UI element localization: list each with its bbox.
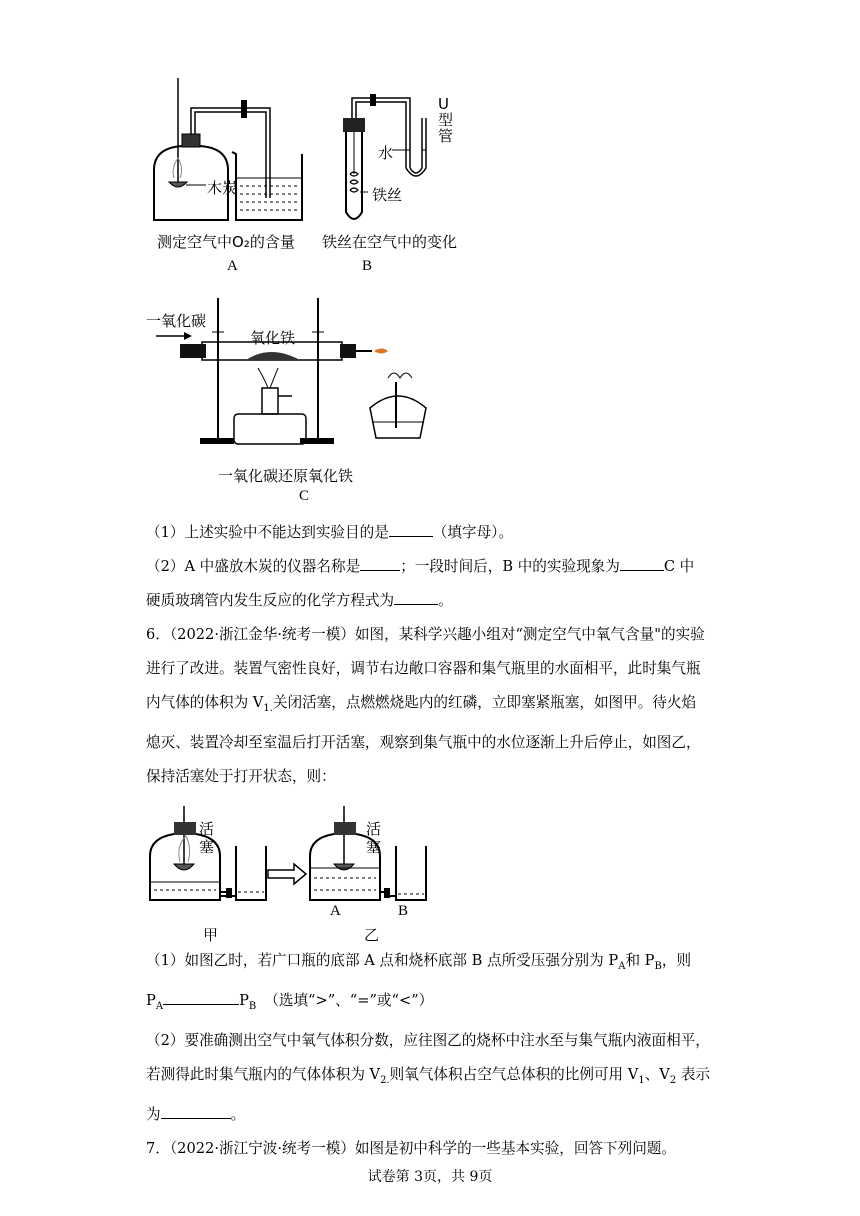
co-label: 一氧化碳 xyxy=(146,312,207,330)
point-b-label: B xyxy=(398,903,409,919)
figure-yi-label: 乙 xyxy=(364,926,380,944)
q6-line1: 6．（2022·浙江金华·统考一模）如图，某科学兴趣小组对“测定空气中氧气含量"的实验 xyxy=(146,626,705,643)
answer-blank[interactable] xyxy=(394,590,438,605)
q6-sub1-cont: $P_A$ $P_B$ （选填“>”、“=”或“<”） xyxy=(146,991,434,1012)
page-footer: 试卷第 3页，共 9页 xyxy=(367,1169,493,1185)
valve-label-yi: 活塞 xyxy=(366,820,382,856)
q5-part2: （2）A 中盛放木炭的仪器名称是 ；一段时间后，B 中的实验现象为 C 中 xyxy=(146,558,695,575)
q6-line3: 内气体的体积为 $V_{1.}$关闭活塞，点燃燃烧匙内的红磷，立即塞紧瓶塞，如图甲。待火焰 xyxy=(146,694,697,714)
answer-blank[interactable] xyxy=(161,1104,231,1119)
q6-line5: 保持活塞处于打开状态，则： xyxy=(146,767,336,785)
question-5-text xyxy=(146,516,714,618)
q6-sub2-cont: 若测得此时集气瓶内的气体体积为 $V_{2.}$则氧气体积占空气总体积的比例可用 $V_1$、$V_2$ 表示 xyxy=(146,1065,711,1086)
charcoal-label: 木炭 xyxy=(207,179,238,197)
valve-label-jia: 活塞 xyxy=(199,820,215,856)
iron-wire-label: 铁丝 xyxy=(372,186,403,204)
point-a-label: A xyxy=(330,903,341,919)
figure-jia-yi-diagram xyxy=(146,806,436,916)
q5-part2-cont: 硬质玻璃管内发生反应的化学方程式为 。 xyxy=(146,592,453,609)
answer-blank[interactable] xyxy=(389,522,433,537)
fe2o3-label: 氧化铁 xyxy=(250,329,296,347)
answer-blank[interactable] xyxy=(620,556,664,571)
q6-sub2-answer: 为 。 xyxy=(146,1105,246,1123)
q6-sub1: （1）如图乙时，若广口瓶的底部 A 点和烧杯底部 B 点所受压强分别为 $P_A$和 $P_B$，则 xyxy=(146,952,692,972)
figure-b-caption: 铁丝在空气中的变化 xyxy=(322,233,458,251)
figure-b-label: B xyxy=(362,258,373,274)
u-tube-label: U型管 xyxy=(438,95,454,145)
figure-a-label: A xyxy=(227,258,238,274)
answer-blank[interactable] xyxy=(163,990,239,1005)
question-7-text: 7．（2022·浙江宁波·统考一模）如图是初中科学的一些基本实验，回答下列问题。 xyxy=(146,1139,676,1157)
q6-sub2: （2）要准确测出空气中氧气体积分数，应往图乙的烧杯中注水至与集气瓶内液面相平， xyxy=(146,1031,710,1049)
q6-line2: 进行了改进。装置气密性良好，调节右边敞口容器和集气瓶里的水面相平，此时集气瓶 xyxy=(146,660,701,677)
question-6-text xyxy=(146,618,714,794)
figure-c-label: C xyxy=(299,488,310,504)
answer-blank[interactable] xyxy=(360,556,400,571)
q5-part1: （1）上述实验中不能达到实验目的是 （填字母）。 xyxy=(146,524,514,541)
figure-c-caption: 一氧化碳还原氧化铁 xyxy=(218,467,354,485)
figure-a-caption: 测定空气中O₂的含量 xyxy=(157,233,295,251)
q6-line4: 熄灭、装置冷却至室温后打开活塞，观察到集气瓶中的水位逐渐上升后停止，如图乙， xyxy=(146,733,701,751)
figure-jia-label: 甲 xyxy=(203,926,219,944)
question-6-subquestions xyxy=(146,944,714,1166)
figure-a-diagram xyxy=(140,78,320,228)
water-label: 水 xyxy=(378,144,394,162)
